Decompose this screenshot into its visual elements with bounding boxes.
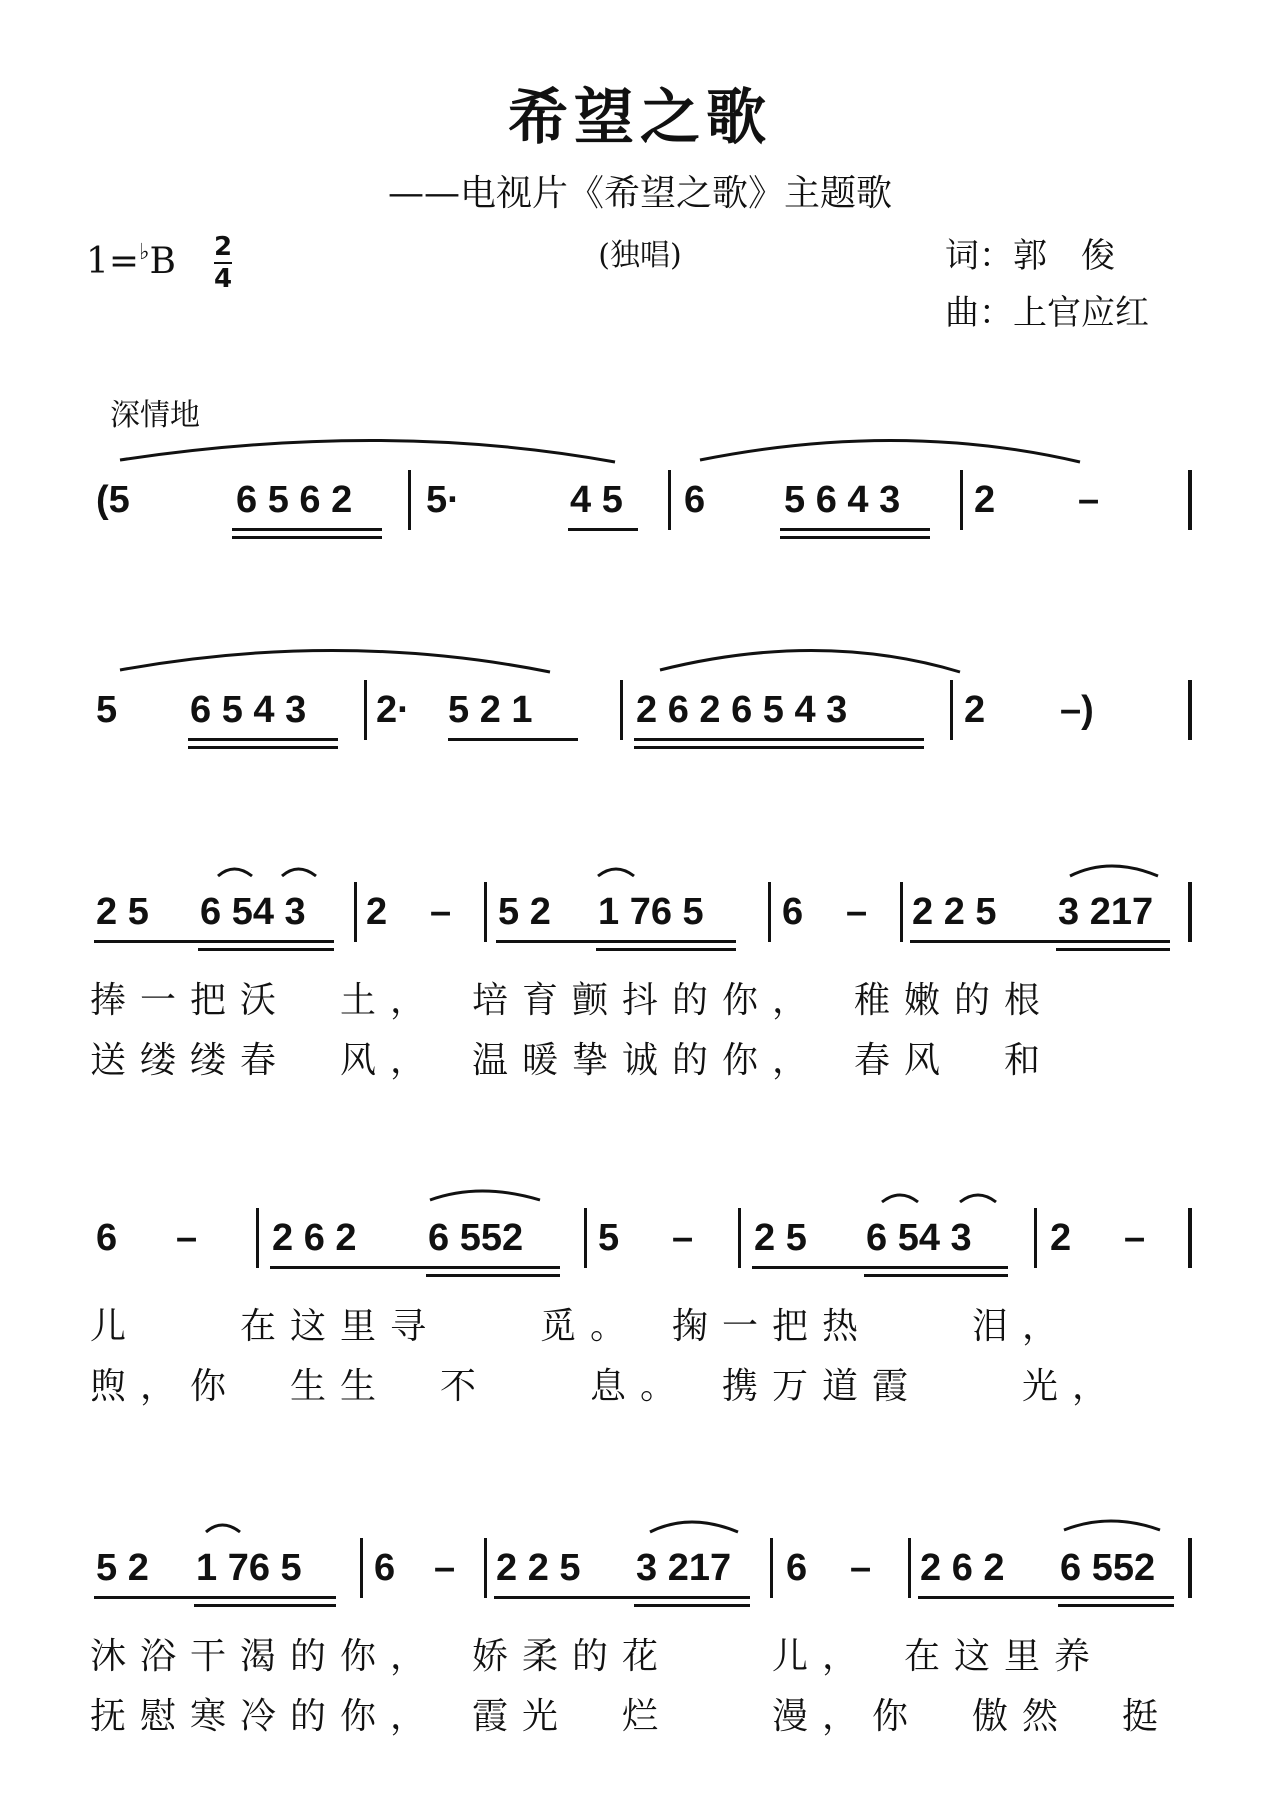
- note-group: 5: [96, 689, 118, 731]
- underline: [496, 940, 736, 943]
- note-group: –: [1124, 1217, 1146, 1259]
- underline: [426, 1274, 560, 1277]
- bar-line: [620, 680, 623, 740]
- note-group: 2 5: [96, 891, 149, 933]
- bar-line: [1188, 1208, 1192, 1268]
- underline: [494, 1596, 750, 1599]
- underline: [94, 940, 334, 943]
- time-signature-bottom: 4: [214, 264, 233, 294]
- bar-line: [1188, 680, 1192, 740]
- note-group: 1 76 5: [196, 1547, 302, 1589]
- bar-line: [950, 680, 953, 740]
- note-group: –: [672, 1217, 694, 1259]
- underline: [1058, 1604, 1174, 1607]
- underline: [918, 1596, 1174, 1599]
- lyric-verse-2: 抚慰寒冷的你， 霞光 烂 漫，你 傲然 挺: [90, 1696, 1173, 1737]
- bar-line: [408, 470, 411, 530]
- flat-sign: ♭: [139, 240, 150, 265]
- song-title: 希望之歌: [508, 83, 772, 153]
- bar-line: [768, 882, 771, 942]
- lyric-verse-2: 送缕缕春 风， 温暖挚诚的你， 春风 和: [90, 1040, 1055, 1081]
- note-group: 2 6 2: [920, 1547, 1005, 1589]
- song-subtitle: ——电视片《希望之歌》主题歌: [387, 173, 892, 214]
- note-group: 3 217: [1058, 891, 1154, 933]
- underline: [232, 536, 382, 539]
- underline: [568, 528, 638, 531]
- bar-line: [770, 1538, 773, 1598]
- note-group: 2 2 5: [496, 1547, 581, 1589]
- note-group: –: [850, 1547, 872, 1589]
- underline: [94, 1596, 336, 1599]
- note-group: –: [1078, 479, 1100, 521]
- underline: [194, 1604, 336, 1607]
- performance-type: (独唱): [598, 238, 682, 273]
- bar-line: [1188, 882, 1192, 942]
- bar-line: [484, 1538, 487, 1598]
- note-group: 5 2 1: [448, 689, 533, 731]
- note-group: 6 54 3: [200, 891, 306, 933]
- note-group: 3 217: [636, 1547, 732, 1589]
- note-group: 6 5 4 3: [190, 689, 307, 731]
- note-group: 6 552: [428, 1217, 524, 1259]
- note-group: –: [430, 891, 452, 933]
- lyric-verse-1: 沐浴干渴的你， 娇柔的花 儿， 在这里养: [90, 1636, 1105, 1677]
- composer-credit: 曲：上官应红: [945, 293, 1149, 333]
- note-group: 5 2: [498, 891, 551, 933]
- underline: [752, 1266, 1008, 1269]
- note-group: 2 6 2: [272, 1217, 357, 1259]
- bar-line: [908, 1538, 911, 1598]
- note-group: 1 76 5: [598, 891, 704, 933]
- note-group: 5 2: [96, 1547, 149, 1589]
- lyric-verse-2: 煦，你 生生 不 息。 携万道霞 光，: [90, 1366, 1123, 1407]
- underline: [232, 528, 382, 531]
- note-group: 6 54 3: [866, 1217, 972, 1259]
- note-group: 6: [96, 1217, 118, 1259]
- note-group: 6: [782, 891, 804, 933]
- note-group: 2·: [376, 689, 410, 731]
- note-group: 4 5: [570, 479, 623, 521]
- underline: [634, 738, 924, 741]
- note-group: 2: [964, 689, 986, 731]
- note-group: –: [434, 1547, 456, 1589]
- bar-line: [360, 1538, 363, 1598]
- note-group: 2 6 2 6 5 4 3: [636, 689, 848, 731]
- bar-line: [960, 470, 963, 530]
- note-group: 6: [684, 479, 706, 521]
- underline: [780, 528, 930, 531]
- lyric-verse-1: 儿 在这里寻 觅。 掬一把热 泪，: [90, 1306, 1073, 1347]
- note-group: 2: [366, 891, 388, 933]
- note-group: 5 6 4 3: [784, 479, 901, 521]
- time-signature-top: 2: [214, 232, 233, 262]
- underline: [1056, 948, 1170, 951]
- bar-line: [484, 882, 487, 942]
- underline: [448, 738, 578, 741]
- note-group: 6: [786, 1547, 808, 1589]
- note-group: 6 5 6 2: [236, 479, 353, 521]
- key-prefix: 1=: [86, 241, 140, 282]
- note-group: 2 2 5: [912, 891, 997, 933]
- note-group: 2: [1050, 1217, 1072, 1259]
- bar-line: [1034, 1208, 1037, 1268]
- lyricist-credit: 词：郭 俊: [945, 236, 1115, 276]
- underline: [634, 1604, 750, 1607]
- key-signature: [86, 240, 176, 282]
- time-signature: [214, 232, 232, 294]
- bar-line: [1188, 470, 1192, 530]
- bar-line: [584, 1208, 587, 1268]
- tempo-marking: 深情地: [110, 398, 200, 433]
- underline: [864, 1274, 1008, 1277]
- bar-line: [354, 882, 357, 942]
- bar-line: [1188, 1538, 1192, 1598]
- note-group: 6: [374, 1547, 396, 1589]
- underline: [198, 948, 334, 951]
- underline: [188, 738, 338, 741]
- note-group: 2: [974, 479, 996, 521]
- note-group: –): [1060, 689, 1094, 731]
- note-group: 6 552: [1060, 1547, 1156, 1589]
- note-group: –: [846, 891, 868, 933]
- underline: [910, 940, 1170, 943]
- bar-line: [900, 882, 903, 942]
- underline: [188, 746, 338, 749]
- note-group: (5: [96, 479, 130, 521]
- underline: [634, 746, 924, 749]
- note-group: –: [176, 1217, 198, 1259]
- bar-line: [668, 470, 671, 530]
- key-note: B: [149, 241, 176, 282]
- underline: [780, 536, 930, 539]
- underline: [270, 1266, 560, 1269]
- note-group: 2 5: [754, 1217, 807, 1259]
- note-group: 5·: [426, 479, 460, 521]
- bar-line: [364, 680, 367, 740]
- bar-line: [256, 1208, 259, 1268]
- note-group: 5: [598, 1217, 620, 1259]
- underline: [596, 948, 736, 951]
- lyric-verse-1: 捧一把沃 土， 培育颤抖的你， 稚嫩的根: [90, 980, 1055, 1021]
- bar-line: [738, 1208, 741, 1268]
